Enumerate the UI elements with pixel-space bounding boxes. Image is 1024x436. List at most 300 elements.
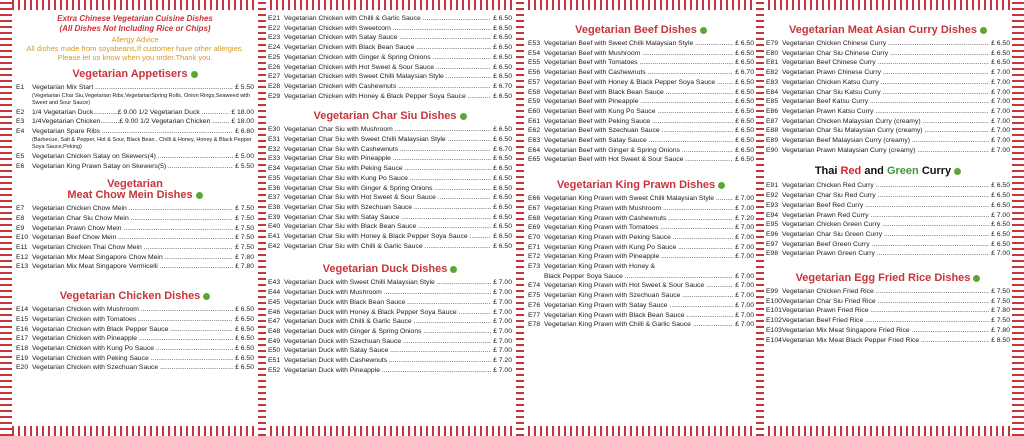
menu-item-row [766, 58, 1010, 68]
item-name: Vegetarian Duck with Black Bean Sauce ..... [284, 298, 491, 308]
menu-item-row [766, 191, 1010, 201]
item-name: Vegetarian Mix Meat Singapore Vermicelli ..... [32, 262, 233, 272]
item-price: £ 6.50 [493, 73, 512, 81]
item-name: Vegetarian King Prawn with Tomatoes ..... [544, 223, 733, 233]
thai-title-red: Red [840, 165, 862, 178]
item-name: Vegetarian Beef Chow Mein ..... [32, 233, 233, 243]
item-price: £ 7.50 [235, 205, 254, 213]
menu-item-row [268, 308, 512, 318]
menu-item-row [766, 240, 1010, 250]
menu-item-row [528, 301, 754, 311]
item-price: £ 7.20 [493, 357, 512, 365]
vegetarian-icon [450, 266, 457, 273]
item-code: E52 [268, 366, 281, 374]
menu-item-row [766, 220, 1010, 230]
rice-list [766, 287, 1010, 345]
item-name: Vegetarian Chicken with Sweet Chilli Malaysian Style ..... [284, 72, 491, 82]
item-code: E41 [268, 233, 281, 241]
item-name: Vegetarian Chicken Satay on Skewers(4) ..... [32, 152, 233, 162]
item-name: Vegetarian Chicken with Black Bean Sauce ..... [284, 43, 491, 53]
item-name: Vegetarian Beef with Cashewnuts ..... [544, 68, 733, 78]
item-name: Vegetarian Char Siu with Kung Po Sauce ..... [284, 174, 491, 184]
item-code: E5 [16, 152, 25, 160]
item-code: E50 [268, 347, 281, 355]
menu-item-row [16, 83, 254, 93]
menu-item-row [766, 39, 1010, 49]
item-price: £ 6.50 [493, 155, 512, 163]
menu-item-row [268, 366, 512, 376]
menu-item-row [528, 117, 754, 127]
item-price: £ 6.50 [493, 126, 512, 134]
item-name: Vegetarian Chicken with Pineapple ..... [32, 334, 233, 344]
vegetarian-icon [460, 113, 467, 120]
item-price: £ 6.50 [493, 184, 512, 192]
menu-item-row [16, 117, 254, 127]
menu-item-row [766, 201, 1010, 211]
menu-item-row [766, 287, 1010, 297]
item-name: Vegetarian Duck with Mushroom ..... [284, 288, 491, 298]
menu-item-row [766, 146, 1010, 156]
item-price: £ 7.50 [991, 297, 1010, 305]
item-price: £ 7.00 [735, 253, 754, 261]
menu-item-row [268, 82, 512, 92]
item-name: Vegetarian Beef with Pineapple ..... [544, 97, 733, 107]
item-code: E31 [268, 136, 281, 144]
menu-item-row [528, 146, 754, 156]
item-code: E46 [268, 308, 281, 316]
item-code: E79 [766, 40, 779, 47]
item-price: £ 7.00 [735, 272, 754, 280]
thai-curry-list [766, 181, 1010, 259]
thai-title-word: Thai [814, 165, 838, 178]
item-price: £ 6.50 [235, 335, 254, 343]
item-price: £ 7.00 [493, 366, 512, 374]
item-price: £ 6.70 [493, 82, 512, 90]
item-code: E36 [268, 184, 281, 192]
item-code: E99 [766, 288, 779, 296]
item-price: £ 6.50 [991, 182, 1010, 190]
item-code: E12 [16, 253, 29, 261]
item-code: E9 [16, 224, 25, 232]
item-price: £ 7.00 [735, 195, 754, 203]
item-code: E95 [766, 221, 779, 229]
item-name: Vegetarian Chicken Chow Mein ..... [32, 204, 233, 214]
item-code: E30 [268, 126, 281, 134]
item-name: Vegetarian Beef with Kung Po Sauce ..... [544, 107, 733, 117]
menu-item-row [766, 211, 1010, 221]
item-name: 1/4Vegetarian Chicken..........£ 9.00 1/2 Vegetarian Chicken ..... [32, 117, 229, 127]
item-name: Vegetarian Beef with Sweet Chilli Malaysian Style ..... [544, 39, 733, 49]
item-name: Vegetarian Char Siu with Mushroom ..... [284, 125, 491, 135]
item-name: Vegetarian Chicken with Satay Sauce ..... [284, 33, 491, 43]
item-name: Vegetarian Char Siu with Hot Sweet & Sour Sauce ..... [284, 193, 491, 203]
item-price: £ 7.00 [735, 282, 754, 290]
column-divider [258, 0, 266, 436]
item-code: E40 [268, 223, 281, 231]
menu-item-row [766, 78, 1010, 88]
item-price: £ 6.50 [735, 49, 754, 57]
section-title-chicken: Vegetarian Chicken Dishes [16, 290, 254, 302]
item-price: £ 7.00 [735, 292, 754, 300]
menu-item-row [528, 243, 754, 253]
column-divider [756, 0, 764, 436]
item-price: £ 6.50 [991, 240, 1010, 248]
item-name: Vegetarian Beef with Ginger & Spring Onions ..... [544, 146, 733, 156]
menu-item-row [268, 346, 512, 356]
item-name: Vegetarian Chicken Katsu Curry ..... [782, 78, 989, 88]
item-price: £ 7.50 [235, 234, 254, 242]
item-price: £ 6.50 [735, 117, 754, 125]
vegetarian-icon [954, 168, 961, 175]
menu-item-row [268, 145, 512, 155]
item-code: E24 [268, 44, 281, 52]
menu-item-row [268, 327, 512, 337]
item-price: £ 7.00 [735, 204, 754, 212]
item-name: Vegetarian Chicken Fried Rice ..... [782, 287, 989, 297]
menu-item-row [528, 214, 754, 224]
item-price: £ 5.50 [235, 162, 254, 170]
item-name: Vegetarian Duck with Honey & Black Pepper Soya Sauce ..... [284, 308, 491, 318]
item-price: £ 6.50 [735, 127, 754, 135]
menu-item-row [766, 316, 1010, 326]
item-code: E72 [528, 253, 541, 261]
item-name: Vegetarian Mix Start ..... [32, 83, 233, 93]
item-code: E10 [16, 234, 29, 242]
item-price: £ 6.50 [493, 15, 512, 22]
menu-item-row [528, 204, 754, 214]
menu-item-row [766, 297, 1010, 307]
item-name: Vegetarian Chicken with Chilli & Garlic Sauce ..... [284, 14, 491, 24]
item-code: E53 [528, 40, 541, 47]
item-name: Vegetarian Duck with Satay Sauce ..... [284, 346, 491, 356]
item-code: E59 [528, 98, 541, 106]
item-code: E83 [766, 78, 779, 86]
item-name: Vegetarian Chicken with Sweetcorn ..... [284, 24, 491, 34]
item-code: E62 [528, 127, 541, 135]
menu-item-row [16, 305, 254, 315]
item-price: £ 6.50 [493, 92, 512, 100]
item-price: £ 7.00 [991, 250, 1010, 258]
item-price: £ 6.50 [493, 165, 512, 173]
item-code: E4 [16, 128, 25, 136]
item-code: E34 [268, 165, 281, 173]
menu-item-row [766, 49, 1010, 59]
menu-item-row [268, 135, 512, 145]
item-code: E16 [16, 325, 29, 333]
menu-item-row [16, 315, 254, 325]
item-price: £ 7.00 [991, 98, 1010, 106]
item-price: £ 8.50 [991, 336, 1010, 344]
menu-item-row [528, 281, 754, 291]
menu-item-row [16, 363, 254, 373]
vegetarian-icon [191, 71, 198, 78]
menu-item-row [268, 14, 512, 24]
item-price: £ 7.00 [493, 308, 512, 316]
item-code: E13 [16, 263, 29, 271]
vegetarian-icon [700, 27, 707, 34]
item-name: Vegetarian Beef with Peking Sauce ..... [544, 117, 733, 127]
item-price: £ 6.70 [493, 145, 512, 153]
item-code: E103 [766, 326, 782, 334]
item-code: E66 [528, 195, 541, 203]
item-code: E43 [268, 279, 281, 287]
item-code: E57 [528, 78, 541, 86]
item-price: £ 7.00 [991, 69, 1010, 77]
item-price: £ 6.50 [991, 49, 1010, 57]
item-price: £ 7.80 [991, 326, 1010, 334]
item-price: £ 5.00 [235, 152, 254, 160]
item-code: E61 [528, 117, 541, 125]
item-price: £ 6.50 [493, 174, 512, 182]
item-name: Vegetarian Prawn Chow Mein ..... [32, 224, 233, 234]
thai-title-green: Green [886, 165, 919, 178]
charsiu-list [268, 125, 512, 251]
item-name: Vegetarian Duck with Ginger & Spring Onions ..... [284, 327, 491, 337]
column-4 [766, 14, 1010, 422]
item-price: £ 7.00 [991, 211, 1010, 219]
allergy-line-1: All dishes made from soyabeans,If customer have other allergies. [26, 44, 244, 53]
item-code: E22 [268, 24, 281, 32]
item-price: £ 6.50 [991, 230, 1010, 238]
item-price: £ 7.00 [991, 88, 1010, 96]
section-title-charsiu: Vegetarian Char Siu Dishes [268, 110, 512, 122]
item-name: Vegetarian Chicken Chinese Curry ..... [782, 39, 989, 49]
item-code: E86 [766, 107, 779, 115]
menu-item-row [268, 232, 512, 242]
section-title-thai-curry [766, 165, 1010, 177]
item-price: £ 6.50 [235, 315, 254, 323]
menu-item-row [528, 136, 754, 146]
item-price: £ 6.50 [493, 194, 512, 202]
menu-item-row [268, 72, 512, 82]
menu-item-row [268, 298, 512, 308]
item-code: E32 [268, 145, 281, 153]
item-price: £ 7.00 [991, 117, 1010, 125]
item-code: E29 [268, 92, 281, 100]
item-price: £ 6.50 [735, 59, 754, 67]
item-name: Vegetarian Chicken with Kung Po Sauce ..... [32, 344, 233, 354]
item-code: E87 [766, 117, 779, 125]
appetisers-list [16, 83, 254, 171]
item-code: E35 [268, 174, 281, 182]
item-name: Vegetarian Chicken with Peking Sauce ..... [32, 354, 233, 364]
item-price: £ 7.00 [493, 347, 512, 355]
bottom-border [0, 426, 1024, 436]
intro-line-1: Extra Chinese Vegetarian Cuisine Dishes [57, 14, 213, 23]
menu-item-row [16, 334, 254, 344]
item-name: Vegetarian Beef with Szechuan Sauce ..... [544, 126, 733, 136]
item-name: Vegetarian Prawn Red Curry ..... [782, 211, 989, 221]
item-code: E49 [268, 337, 281, 345]
section-title-duck: Vegetarian Duck Dishes [268, 263, 512, 275]
item-name: Vegetarian Prawn Malaysian Curry (creamy) ..... [782, 146, 989, 156]
item-code: E33 [268, 155, 281, 163]
menu-item-row [268, 33, 512, 43]
item-code: E17 [16, 335, 29, 343]
item-code: E93 [766, 201, 779, 209]
allergy-title: Allergy Advice [111, 35, 159, 44]
item-code: E48 [268, 327, 281, 335]
item-price: £ 6.50 [735, 146, 754, 154]
menu-item-row [268, 184, 512, 194]
item-code [528, 272, 544, 282]
item-name: Vegetarian King Prawn with Sweet Chilli Malaysian Style ..... [544, 194, 733, 204]
item-price [752, 262, 754, 272]
menu-item-row [16, 354, 254, 364]
item-code: E90 [766, 146, 779, 154]
menu-item-row [16, 162, 254, 172]
item-code: E25 [268, 53, 281, 61]
menu-item-row [766, 336, 1010, 346]
menu-item-row [268, 164, 512, 174]
prawn-list [528, 194, 754, 330]
item-code: E18 [16, 344, 29, 352]
menu-item-row [528, 223, 754, 233]
item-name: Vegetarian King Prawn with Hot Sweet & Sour Sauce ..... [544, 281, 733, 291]
menu-item-row [268, 317, 512, 327]
menu-item-row [16, 204, 254, 214]
item-price: £ 7.00 [493, 298, 512, 306]
menu-item-row [16, 262, 254, 272]
menu-item-row [268, 337, 512, 347]
item-price: £ 6.50 [991, 221, 1010, 229]
item-price: £ 7.00 [991, 137, 1010, 145]
item-name: Vegetarian Char Siu with Black Bean Sauce ..... [284, 222, 491, 232]
item-price: £ 7.50 [991, 288, 1010, 296]
item-code: E55 [528, 59, 541, 67]
menu-item-row [766, 126, 1010, 136]
menu-item-row [16, 214, 254, 224]
menu-item-row [528, 88, 754, 98]
item-code: E102 [766, 317, 782, 325]
chicken-list [16, 305, 254, 373]
item-name: Vegetarian Chicken Green Curry ..... [782, 220, 989, 230]
item-code: E63 [528, 137, 541, 145]
item-code: E2 [16, 108, 25, 116]
item-name: Vegetarian Char Siu Katsu Curry ..... [782, 88, 989, 98]
item-code: E67 [528, 204, 541, 212]
item-price: £ 6.50 [735, 107, 754, 115]
item-code: E28 [268, 82, 281, 90]
item-price: £ 6.50 [235, 354, 254, 362]
section-title-appetisers: Vegetarian Appetisers [16, 68, 254, 80]
item-name: Vegetarian Char Siu Red Curry ..... [782, 191, 989, 201]
vegetarian-icon [980, 27, 987, 34]
item-name: Vegetarian Chicken with Tomatoes ..... [32, 315, 233, 325]
menu-item-row [766, 68, 1010, 78]
vegetarian-icon [196, 192, 203, 199]
menu-item-row [766, 230, 1010, 240]
item-name: Vegetarian Beef with Black Bean Sauce ..... [544, 88, 733, 98]
item-price: £ 6.50 [493, 213, 512, 221]
item-code: E37 [268, 194, 281, 202]
item-price: £ 6.50 [235, 325, 254, 333]
top-border [0, 0, 1024, 10]
item-name: Vegetarian Beef Red Curry ..... [782, 201, 989, 211]
menu-item-row [16, 243, 254, 253]
item-name: Vegetarian King Prawn with Honey & [544, 263, 656, 271]
item-name: Vegetarian Beef with Satay Sauce ..... [544, 136, 733, 146]
item-code: E104 [766, 336, 782, 344]
item-price: £ 5.50 [235, 84, 254, 91]
item-code: E39 [268, 213, 281, 221]
item-name: Vegetarian Beef with Honey & Black Pepper Soya Sauce ..... [544, 78, 733, 88]
menu-item-row [268, 125, 512, 135]
menu-item-row [528, 194, 754, 204]
menu-item-row [528, 291, 754, 301]
item-price: £ 7.00 [493, 318, 512, 326]
item-price: £ 6.50 [735, 40, 754, 47]
menu-item-row [268, 53, 512, 63]
item-code: E69 [528, 224, 541, 232]
item-code: E64 [528, 146, 541, 154]
menu-item-row [268, 174, 512, 184]
item-price: £ 6.50 [991, 59, 1010, 67]
item-code: E74 [528, 282, 541, 290]
item-code: E68 [528, 214, 541, 222]
menu-item-row [268, 43, 512, 53]
menu-item-row [268, 24, 512, 34]
item-price: £ 6.50 [991, 192, 1010, 200]
item-code: E60 [528, 107, 541, 115]
menu-item-row [766, 117, 1010, 127]
menu-item-row [766, 249, 1010, 259]
item-name: Vegetarian King Prawn Satay on Skewers(5) ..... [32, 162, 233, 172]
item-code: E77 [528, 311, 541, 319]
item-price: £ 7.80 [235, 263, 254, 271]
menu-item-row [16, 325, 254, 335]
item-price: £ 18.00 [231, 108, 254, 116]
item-price: £ 6.50 [493, 34, 512, 42]
item-code: E8 [16, 214, 25, 222]
item-code: E70 [528, 233, 541, 241]
menu-item-row [766, 326, 1010, 336]
menu-item-row [16, 108, 254, 118]
item-price: £ 6.50 [493, 63, 512, 71]
item-price: £ 6.50 [493, 233, 512, 241]
item-code: E14 [16, 306, 29, 314]
item-code: E3 [16, 118, 25, 126]
item-code: E20 [16, 364, 29, 372]
section-title-rice: Vegetarian Egg Fried Rice Dishes [766, 272, 1010, 284]
item-name: Vegetarian Beef with Mushroom ..... [544, 49, 733, 59]
item-code: E54 [528, 49, 541, 57]
item-price: £ 6.50 [493, 24, 512, 32]
menu-item-row [268, 222, 512, 232]
item-name: Vegetarian Mix Meat Singapore Chow Mein ..... [32, 253, 233, 263]
menu-item-row [268, 203, 512, 213]
item-price: £ 6.50 [493, 53, 512, 61]
item-name: Vegetarian Chicken Thai Chow Mein ..... [32, 243, 233, 253]
item-name: Vegetarian Mix Meat Black Pepper Fried Rice ..... [782, 336, 989, 346]
item-name: Black Pepper Soya Sauce ..... [544, 272, 733, 282]
curry-list [766, 39, 1010, 155]
item-price: £ 7.50 [235, 244, 254, 252]
item-code: E51 [268, 357, 281, 365]
section-title-chowmein: Vegetarian Meat Chow Mein Dishes [16, 179, 254, 201]
menu-item-row [528, 320, 754, 330]
column-divider [516, 0, 524, 436]
duck-list [268, 278, 512, 375]
item-name: Vegetarian Chicken with Honey & Black Pepper Soya Sauce ..... [284, 92, 491, 102]
item-name: 1/4 Vegetarian Duck.............£ 9.00 1/2 Vegetarian Duck ..... [32, 108, 229, 118]
item-code: E56 [528, 69, 541, 77]
item-price: £ 6.50 [235, 306, 254, 314]
item-price: £ 6.50 [235, 344, 254, 352]
item-code: E76 [528, 301, 541, 309]
menu-item-row [16, 152, 254, 162]
item-name: Vegetarian King Prawn with Kung Po Sauce ..... [544, 243, 733, 253]
